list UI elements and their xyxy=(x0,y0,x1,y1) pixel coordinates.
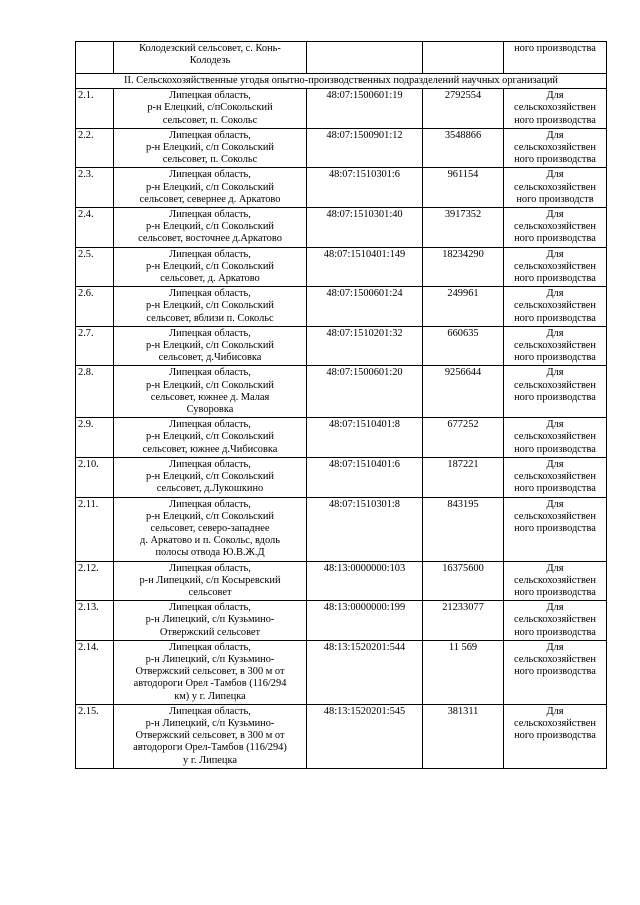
cell-number: 2.15. xyxy=(76,704,114,768)
address-line: Отвержский сельсовет xyxy=(159,626,261,638)
address-line: полосы отвода Ю.В.Ж.Д xyxy=(155,547,265,559)
cell-number: 2.8. xyxy=(76,366,114,418)
purpose-line: Для xyxy=(546,209,564,221)
purpose-line: Для xyxy=(546,641,564,653)
address-line: Липецкая область, xyxy=(169,641,251,653)
address-line: Липецкая область, xyxy=(169,90,251,102)
address-line: р-н Липецкий, с/п Кузьмино- xyxy=(145,717,275,729)
cell-address xyxy=(114,418,307,458)
cell-number: 2.2. xyxy=(76,128,114,168)
address-line: сельсовет, д. Аркатово xyxy=(160,273,260,285)
cell-cadastral: 48:13:0000000:199 xyxy=(307,601,423,641)
cell-cadastral: 48:07:1500601:24 xyxy=(307,287,423,327)
cell-cadastral: 48:07:1510301:6 xyxy=(307,168,423,208)
address-line: р-н Липецкий, с/п Кузьмино- xyxy=(145,653,275,665)
cell-area: 16375600 xyxy=(423,561,504,601)
land-plots-table xyxy=(75,41,607,769)
address-line: Липецкая область, xyxy=(169,602,251,614)
cell-area: 3548866 xyxy=(423,128,504,168)
cell-area: 2792554 xyxy=(423,89,504,129)
purpose-line: Для xyxy=(546,90,564,102)
cell-cadastral: 48:13:1520201:545 xyxy=(307,704,423,768)
address-line: сельсовет, севернее д. Аркатово xyxy=(139,193,281,205)
table-row xyxy=(76,208,607,248)
address-line: автодороги Орел-Тамбов (116/294) xyxy=(133,742,287,754)
purpose-line: ного производства xyxy=(514,273,596,285)
cell-purpose xyxy=(504,89,607,129)
table-row xyxy=(76,601,607,641)
cell-address xyxy=(114,366,307,418)
cell-address xyxy=(114,247,307,287)
address-line: Липецкая область, xyxy=(169,705,251,717)
cell-cadastral xyxy=(307,42,423,74)
purpose-line: Для xyxy=(546,248,564,260)
purpose-line: сельскохозяйствен xyxy=(514,574,596,586)
address-line: Липецкая область, xyxy=(169,288,251,300)
purpose-line: сельскохозяйствен xyxy=(514,102,596,114)
address-line: р-н Елецкий, с/п Сокольский xyxy=(146,260,274,272)
cell-address xyxy=(114,89,307,129)
purpose-line: сельскохозяйствен xyxy=(514,471,596,483)
address-line: Липецкая область, xyxy=(169,419,251,431)
address-line: Отвержский сельсовет, в 300 м от xyxy=(135,666,285,678)
address-line: сельсовет, северо-западнее xyxy=(150,522,270,534)
purpose-line: Для xyxy=(546,602,564,614)
table-row xyxy=(76,326,607,366)
purpose-line: Для xyxy=(546,498,564,510)
purpose-line: сельскохозяйствен xyxy=(514,717,596,729)
cell-purpose xyxy=(504,128,607,168)
address-line: сельсовет, южнее д.Чибисовка xyxy=(142,443,278,455)
address-line: автодороги Орел -Тамбов (116/294 xyxy=(133,678,287,690)
cell-number: 2.5. xyxy=(76,247,114,287)
address-line: Липецкая область, xyxy=(169,209,251,221)
cell-area: 187221 xyxy=(423,457,504,497)
cell-address xyxy=(114,287,307,327)
purpose-line: ного производства xyxy=(514,626,596,638)
table-row-continued xyxy=(76,42,607,74)
table-row xyxy=(76,418,607,458)
cell-area: 3917352 xyxy=(423,208,504,248)
cell-address xyxy=(114,168,307,208)
purpose-line: сельскохозяйствен xyxy=(514,340,596,352)
cell-number: 2.4. xyxy=(76,208,114,248)
address-line: Липецкая область, xyxy=(169,458,251,470)
address-line: Липецкая область, xyxy=(169,129,251,141)
purpose-line: Для xyxy=(546,129,564,141)
cell-number: 2.10. xyxy=(76,457,114,497)
cell-purpose xyxy=(504,287,607,327)
address-line: р-н Елецкий, с/п Сокольский xyxy=(146,300,274,312)
cell-purpose xyxy=(504,168,607,208)
purpose-line: ного производства xyxy=(514,154,596,166)
address-line: р-н Елецкий, с/п Сокольский xyxy=(146,340,274,352)
purpose-line: Для xyxy=(546,705,564,717)
purpose-line: Для xyxy=(546,327,564,339)
cell-cadastral: 48:07:1510401:6 xyxy=(307,457,423,497)
cell-number: 2.13. xyxy=(76,601,114,641)
address-line: сельсовет, п. Сокольс xyxy=(162,154,258,166)
purpose-line: Для xyxy=(546,169,564,181)
address-line: сельсовет, восточнее д.Аркатово xyxy=(138,233,282,245)
purpose-line: ного производства xyxy=(514,114,596,126)
address-line: Колодезский сельсовет, с. Конь- xyxy=(139,43,281,54)
cell-area: 9256644 xyxy=(423,366,504,418)
cell-area: 18234290 xyxy=(423,247,504,287)
purpose-line: Для xyxy=(546,562,564,574)
purpose-line: ного производства xyxy=(514,43,596,54)
purpose-line: ного производства xyxy=(514,522,596,534)
purpose-line: сельскохозяйствен xyxy=(514,653,596,665)
table-row xyxy=(76,89,607,129)
purpose-line: сельскохозяйствен xyxy=(514,379,596,391)
cell-cadastral: 48:07:1500601:19 xyxy=(307,89,423,129)
purpose-line: ного производства xyxy=(514,483,596,495)
cell-purpose xyxy=(504,497,607,561)
cell-address xyxy=(114,704,307,768)
cell-number xyxy=(76,42,114,74)
table-row xyxy=(76,128,607,168)
purpose-line: ного производств xyxy=(516,193,594,205)
table-row xyxy=(76,287,607,327)
address-line: р-н Липецкий, с/п Кузьмино- xyxy=(145,614,275,626)
cell-purpose xyxy=(504,561,607,601)
cell-address xyxy=(114,326,307,366)
cell-cadastral: 48:07:1500601:20 xyxy=(307,366,423,418)
address-line: р-н Елецкий, с/п Сокольский xyxy=(146,510,274,522)
address-line: Липецкая область, xyxy=(169,367,251,379)
address-line: км) у г. Липецка xyxy=(174,690,246,702)
cell-address xyxy=(114,457,307,497)
purpose-line: сельскохозяйствен xyxy=(514,260,596,272)
cell-area: 961154 xyxy=(423,168,504,208)
cell-area: 21233077 xyxy=(423,601,504,641)
purpose-line: сельскохозяйствен xyxy=(514,300,596,312)
cell-area: 843195 xyxy=(423,497,504,561)
table-row xyxy=(76,247,607,287)
purpose-line: ного производства xyxy=(514,443,596,455)
purpose-line: сельскохозяйствен xyxy=(514,221,596,233)
purpose-line: ного производства xyxy=(514,586,596,598)
section-title: II. Сельскохозяйственные угодья опытно-производственных подразделений научных организаций xyxy=(76,74,607,89)
cell-number: 2.3. xyxy=(76,168,114,208)
cell-purpose xyxy=(504,208,607,248)
address-line: д. Аркатово и п. Сокольс, вдоль xyxy=(140,535,280,547)
table-row xyxy=(76,640,607,704)
address-line: р-н Елецкий, с/п Сокольский xyxy=(146,379,274,391)
purpose-line: ного производства xyxy=(514,391,596,403)
cell-number: 2.9. xyxy=(76,418,114,458)
cell-cadastral: 48:07:1510401:8 xyxy=(307,418,423,458)
purpose-line: ного производства xyxy=(514,666,596,678)
address-line: р-н Липецкий, с/п Косыревский xyxy=(139,574,281,586)
cell-address xyxy=(114,601,307,641)
cell-cadastral: 48:07:1510301:8 xyxy=(307,497,423,561)
purpose-line: сельскохозяйствен xyxy=(514,142,596,154)
cell-address xyxy=(114,561,307,601)
cell-cadastral: 48:07:1510401:149 xyxy=(307,247,423,287)
cell-number: 2.1. xyxy=(76,89,114,129)
cell-cadastral: 48:13:1520201:544 xyxy=(307,640,423,704)
address-line: сельсовет, вблизи п. Сокольс xyxy=(146,312,274,324)
table-row xyxy=(76,561,607,601)
address-line: р-н Елецкий, с/п Сокольский xyxy=(146,471,274,483)
cell-cadastral: 48:07:1500901:12 xyxy=(307,128,423,168)
address-line: Отвержский сельсовет, в 300 м от xyxy=(135,730,285,742)
purpose-line: ного производства xyxy=(514,233,596,245)
cell-number: 2.6. xyxy=(76,287,114,327)
address-line: сельсовет xyxy=(188,586,232,598)
purpose-line: Для xyxy=(546,458,564,470)
cell-purpose xyxy=(504,457,607,497)
section-header-row xyxy=(76,74,607,89)
purpose-line: ного производства xyxy=(514,730,596,742)
purpose-line: сельскохозяйствен xyxy=(514,431,596,443)
cell-address xyxy=(114,497,307,561)
address-line: Суворовка xyxy=(186,404,234,416)
address-line: Липецкая область, xyxy=(169,327,251,339)
address-line: сельсовет, южнее д. Малая xyxy=(150,391,270,403)
cell-address xyxy=(114,128,307,168)
cell-address xyxy=(114,208,307,248)
purpose-line: сельскохозяйствен xyxy=(514,510,596,522)
address-line: сельсовет, п. Сокольс xyxy=(162,114,258,126)
address-line: р-н Елецкий, с/п Сокольский xyxy=(146,181,274,193)
cell-address xyxy=(114,42,307,74)
table-row xyxy=(76,366,607,418)
address-line: сельсовет, д.Чибисовка xyxy=(158,352,262,364)
cell-area: 249961 xyxy=(423,287,504,327)
address-line: Липецкая область, xyxy=(169,169,251,181)
address-line: Колодезь xyxy=(189,55,231,67)
table-row xyxy=(76,168,607,208)
address-line: Липецкая область, xyxy=(169,562,251,574)
cell-cadastral: 48:07:1510301:40 xyxy=(307,208,423,248)
address-line: у г. Липецка xyxy=(183,754,237,766)
cell-area: 660635 xyxy=(423,326,504,366)
cell-purpose xyxy=(504,326,607,366)
purpose-line: ного производства xyxy=(514,352,596,364)
cell-purpose xyxy=(504,704,607,768)
table-row xyxy=(76,497,607,561)
cell-area xyxy=(423,42,504,74)
purpose-line: ного производства xyxy=(514,312,596,324)
cell-number: 2.7. xyxy=(76,326,114,366)
cell-purpose xyxy=(504,601,607,641)
purpose-line: Для xyxy=(546,288,564,300)
cell-area: 677252 xyxy=(423,418,504,458)
address-line: р-н Елецкий, с/п Сокольский xyxy=(146,431,274,443)
cell-purpose xyxy=(504,366,607,418)
cell-number: 2.11. xyxy=(76,497,114,561)
address-line: р-н Елецкий, с/п Сокольский xyxy=(146,221,274,233)
address-line: Липецкая область, xyxy=(169,498,251,510)
cell-purpose xyxy=(504,418,607,458)
cell-number: 2.12. xyxy=(76,561,114,601)
cell-area: 11 569 xyxy=(423,640,504,704)
purpose-line: Для xyxy=(546,419,564,431)
cell-purpose xyxy=(504,42,607,74)
address-line: Липецкая область, xyxy=(169,248,251,260)
cell-address xyxy=(114,640,307,704)
table-row xyxy=(76,704,607,768)
cell-cadastral: 48:13:0000000:103 xyxy=(307,561,423,601)
table-row xyxy=(76,457,607,497)
purpose-line: сельскохозяйствен xyxy=(514,614,596,626)
purpose-line: сельскохозяйствен xyxy=(514,181,596,193)
cell-purpose xyxy=(504,640,607,704)
cell-area: 381311 xyxy=(423,704,504,768)
cell-cadastral: 48:07:1510201:32 xyxy=(307,326,423,366)
cell-purpose xyxy=(504,247,607,287)
address-line: сельсовет, д.Лукошкино xyxy=(156,483,264,495)
address-line: р-н Елецкий, с/пСокольский xyxy=(147,102,273,114)
cell-number: 2.14. xyxy=(76,640,114,704)
address-line: р-н Елецкий, с/п Сокольский xyxy=(146,142,274,154)
purpose-line: Для xyxy=(546,367,564,379)
